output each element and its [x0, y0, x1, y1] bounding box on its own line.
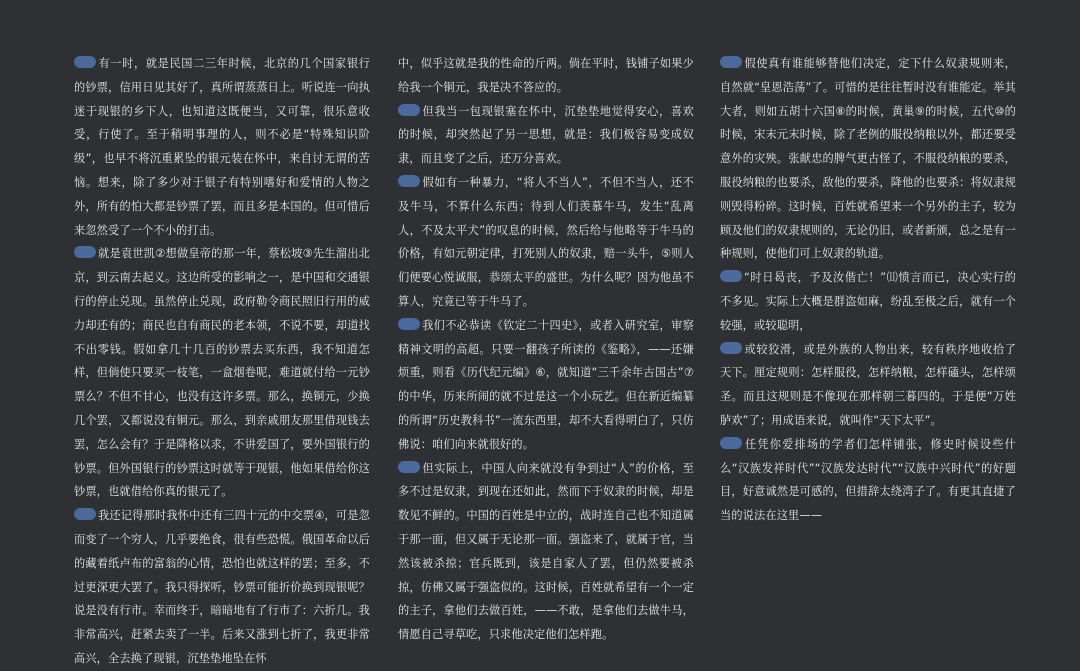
paragraph-text: 我们不必恭读《钦定二十四史》，或者入研究室，审察精神文明的高超。只要一翻孩子所读的《鉴略》，——还嫌烦重，则看《历代纪元编》⑥，就知道“三千余年古国古”⑦的中华，历来所闹的就不过是这一个小玩艺。但在新近编纂的所谓“历史教科书”一流东西里，却不大看得明白了，只仿佛说：咱们向来就很好的。 [398, 318, 694, 451]
text-column-3 [720, 52, 1016, 528]
text-column-2 [398, 52, 694, 647]
paragraph-marker [720, 437, 742, 449]
paragraph-marker [398, 318, 420, 330]
paragraph-text: 假使真有谁能够替他们决定，定下什么奴隶规则来，自然就“皇恩浩荡”了。可惜的是往往暂时没有谁能定。举其大者，则如五胡十六国⑧的时候，黄巢⑨的时候，五代⑩的时候，宋末元末时候，除了老例的服役纳粮以外，都还要受意外的灾殃。张献忠的脾气更古怪了，不服役纳粮的要杀，服役纳粮的也要杀，敌他的要杀，降他的也要杀：将奴隶规则毁得粉碎。这时候，百姓就希望来一个另外的主子，较为顾及他们的奴隶规则的，无论仍旧，或者新颁，总之是有一种规则，使他们可上奴隶的轨道。 [720, 57, 1016, 261]
paragraph [74, 242, 370, 504]
paragraph-marker [398, 104, 420, 116]
paragraph [398, 314, 694, 457]
paragraph [720, 433, 1016, 528]
paragraph-marker [720, 270, 742, 282]
paragraph [398, 457, 694, 647]
paragraph-marker [74, 508, 96, 520]
paragraph [74, 504, 370, 671]
paragraph-text: 但实际上，中国人向来就没有争到过“人”的价格，至多不过是奴隶，到现在还如此，然而下于奴隶的时候，却是数见不鲜的。中国的百姓是中立的，战时连自己也不知道属于那一面，但又属于无论那一面。强盗来了，就属于官，当然该被杀掠；官兵既到，该是自家人了罢，但仍然要被杀掠，仿佛又属于强盗似的。这时候，百姓就希望有一个一定的主子，拿他们去做百姓，——不敢，是拿他们去做牛马，情愿自己寻草吃，只求他决定他们怎样跑。 [398, 461, 694, 642]
paragraph-text: 或较狡滑，或是外族的人物出来，较有秩序地收拾了天下。厘定规则：怎样服役，怎样纳粮，怎样磕头，怎样颂圣。而且这规则是不像现在那样朝三暮四的。于是便“万姓胪欢”了；用成语来说，就叫作“天下太平”。 [720, 342, 1016, 427]
paragraph [398, 171, 694, 314]
paragraph-text: 我还记得那时我怀中还有三四十元的中交票④，可是忽而变了一个穷人，几乎要绝食，很有些恐慌。俄国革命以后的藏着纸卢布的富翁的心情，恐怕也就这样的罢；至多，不过更深更大罢了。我只得探听，钞票可能折价换到现银呢？说是没有行市。幸而终于，暗暗地有了行市了：六折几。我非常高兴，赶紧去卖了一半。后来又涨到七折了，我更非常高兴，全去换了现银，沉垫垫地坠在怀 [74, 509, 370, 665]
paragraph-marker [720, 342, 742, 354]
paragraph-text: 假如有一种暴力，“将人不当人”，不但不当人，还不及牛马，不算什么东西；待到人们羡慕牛马，发生“乱离人，不及太平犬”的叹息的时候，然后给与他略等于牛马的价格，有如元朝定律，打死别人的奴隶，赔一头牛，⑤则人们便要心悦诚服，恭颂太平的盛世。为什么呢？因为他虽不算人，究竟已等于牛马了。 [398, 175, 694, 308]
paragraph [720, 266, 1016, 337]
paragraph [74, 52, 370, 242]
paragraph-text: “时日曷丧，予及汝偕亡！”⑾愤言而已，决心实行的不多见。实际上大概是群盗如麻，纷乱至极之后，就有一个较强，或较聪明， [720, 271, 1016, 332]
paragraph-marker [74, 56, 96, 68]
paragraph [720, 52, 1016, 266]
paragraph-marker [74, 246, 96, 258]
paragraph [398, 52, 694, 100]
paragraph-text: 任凭你爱排场的学者们怎样铺张，修史时候设些什么“汉族发祥时代”“汉族发达时代”“汉族中兴时代”的好题目，好意诚然是可感的，但措辞太绕湾子了。有更其直捷了当的说法在这里—— [720, 437, 1016, 523]
paragraph-text: 就是袁世凯②想做皇帝的那一年，蔡松坡③先生溜出北京，到云南去起义。这边所受的影响之一，是中国和交通银行的停止兑现。虽然停止兑现，政府勒令商民照旧行用的威力却还有的；商民也自有商民的老本领，不说不要，却道找不出零钱。假如拿几十几百的钞票去买东西，我不知道怎样，但倘使只要买一枝笔，一盒烟卷呢，难道就付给一元钞票么？不但不甘心，也没有这许多票。那么，换铜元，少换几个罢，又都说没有铜元。那么，到亲戚朋友那里借现钱去罢，怎么会有？于是降格以求，不讲爱国了，要外国银行的钞票。但外国银行的钞票这时就等于现银，他如果借给你这钞票，也就借给你真的银元了。 [74, 247, 370, 499]
paragraph-text: 中，似乎这就是我的性命的斤两。倘在平时，钱铺子如果少给我一个铜元，我是决不答应的。 [398, 57, 694, 94]
paragraph [720, 338, 1016, 433]
paragraph-text: 但我当一包现银塞在怀中，沉垫垫地觉得安心，喜欢的时候，却突然起了另一思想，就是：我们极容易变成奴隶，而且变了之后，还万分喜欢。 [398, 104, 694, 166]
paragraph-marker [398, 175, 420, 187]
paragraph-marker [720, 56, 742, 68]
paragraph [398, 100, 694, 171]
text-column-1 [74, 52, 370, 671]
paragraph-marker [398, 461, 420, 473]
paragraph-text: 有一时，就是民国二三年时候，北京的几个国家银行的钞票，信用日见其好了，真所谓蒸蒸日上。听说连一向执迷于现银的乡下人，也知道这既便当，又可靠，很乐意收受，行使了。至于稍明事理的人，则不必是“特殊知识阶级”，也早不将沉重累坠的银元装在怀中，来自讨无谓的苦恼。想来，除了多少对于银子有特别嗜好和爱情的人物之外，所有的怕大都是钞票了罢，而且多是本国的。但可惜后来忽然受了一个不小的打击。 [74, 57, 370, 237]
